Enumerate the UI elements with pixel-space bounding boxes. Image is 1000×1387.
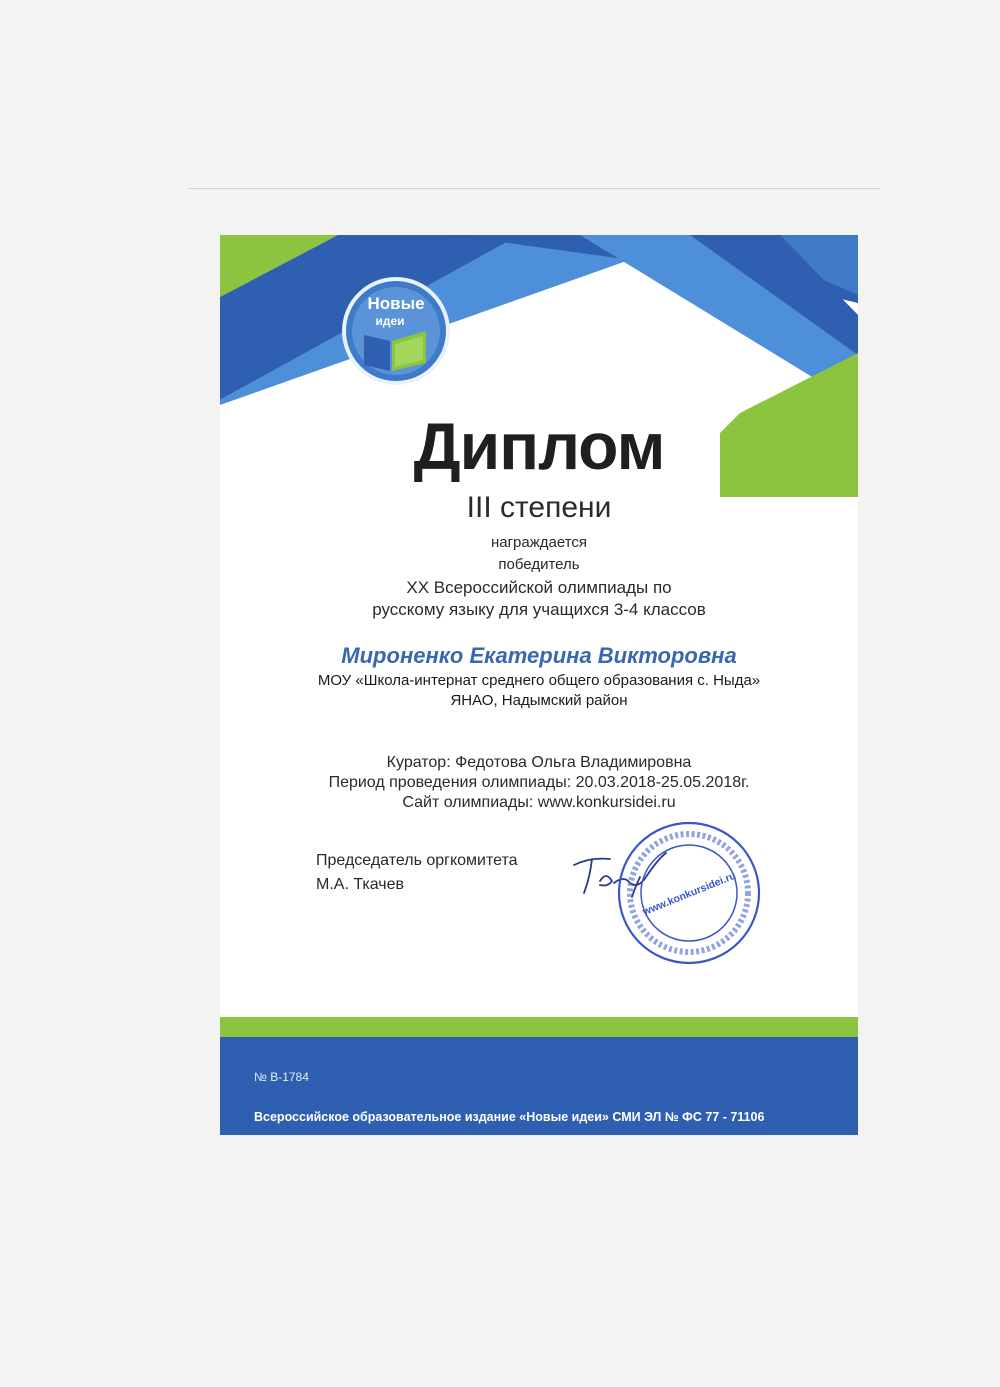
- scan-edge: [188, 188, 880, 189]
- novye-idei-logo: [340, 275, 452, 387]
- registration-number: № В-1784: [254, 1070, 309, 1084]
- period-line: Период проведения олимпиады: 20.03.2018-25.05.2018г.: [328, 774, 750, 791]
- logo-line1: Новые: [367, 294, 425, 313]
- diploma-sheet: [220, 235, 858, 1135]
- olympiad-line2: русскому языку для учащихся 3-4 классов: [372, 600, 706, 619]
- school-name: МОУ «Школа-интернат среднего общего образования с. Ныда»: [317, 672, 761, 689]
- diploma-title: Диплом: [413, 409, 665, 483]
- site-line: Сайт олимпиады: www.konkursidei.ru: [402, 794, 676, 811]
- winner-text: победитель: [498, 556, 580, 573]
- footer-green-bar: [220, 1017, 858, 1037]
- olympiad-line1: XX Всероссийской олимпиады по: [406, 578, 672, 597]
- awarded-text: награждается: [490, 534, 588, 551]
- stamp-center-text: www.konkursidei.ru: [641, 869, 738, 919]
- logo-line2: идеи: [375, 314, 405, 328]
- chairman-name: М.А. Ткачев: [316, 876, 405, 893]
- chairman-title: Председатель оргкомитета: [316, 852, 518, 869]
- organization-stamp: [616, 820, 762, 966]
- publisher-line: Всероссийское образовательное издание «Новые идеи» СМИ ЭЛ № ФС 77 - 71106: [254, 1110, 765, 1124]
- curator-line: Куратор: Федотова Ольга Владимировна: [386, 754, 692, 771]
- diploma-degree: III степени: [466, 491, 612, 524]
- region-name: ЯНАО, Надымский район: [450, 692, 628, 709]
- student-name: Мироненко Екатерина Викторовна: [341, 643, 737, 668]
